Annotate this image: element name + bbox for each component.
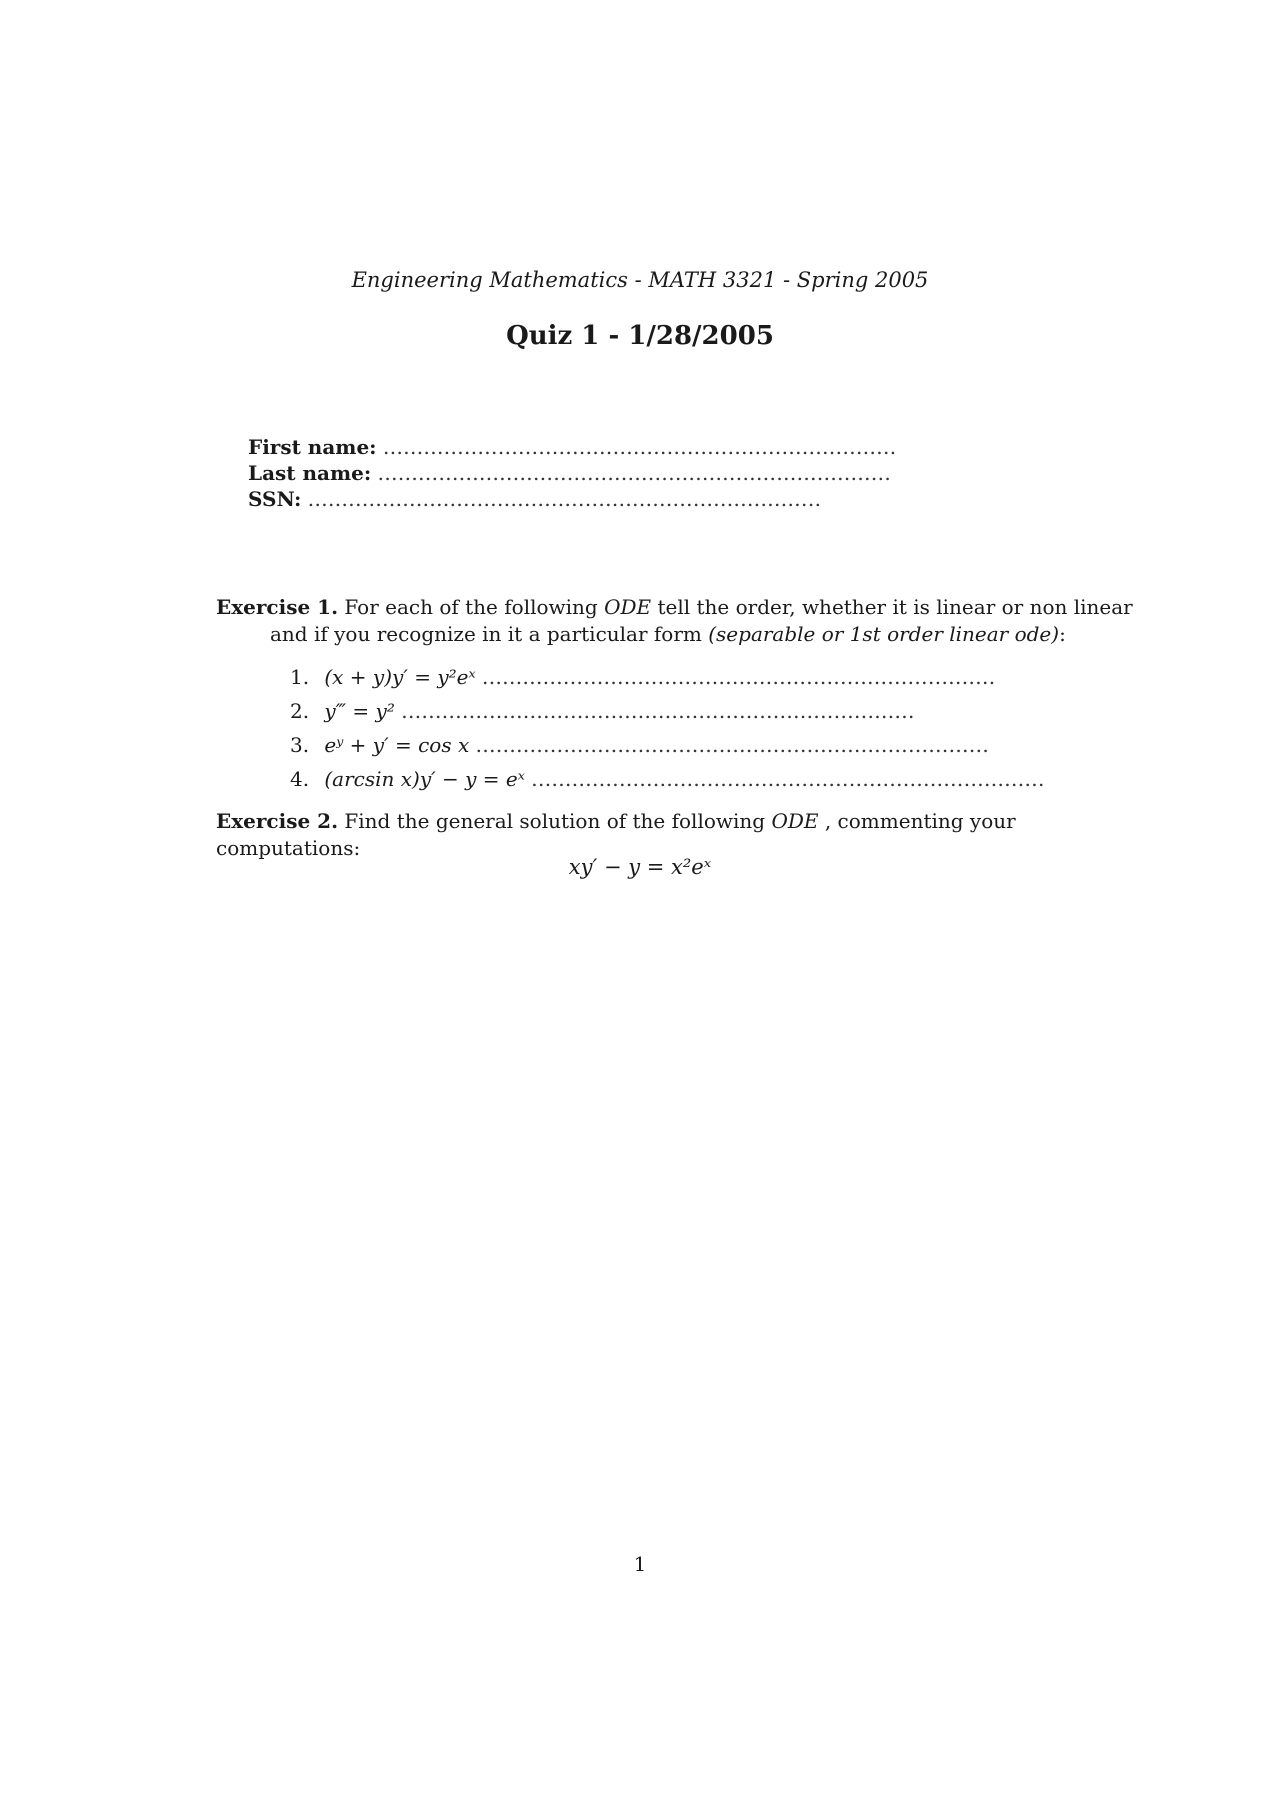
ode-item-equation: y‴ = y² [324, 699, 395, 723]
exercise-2-equation: xy′ − y = x²eˣ [568, 855, 712, 879]
ssn-dots: ............................................................................ [307, 487, 822, 511]
ode-item-3 [216, 728, 1136, 762]
exercise-1-prompt [216, 594, 1136, 648]
ssn-row [248, 486, 897, 512]
last-name-row [248, 460, 897, 486]
first-name-dots: ............................................................................ [382, 435, 897, 459]
ode-item-equation: (x + y)y′ = y²eˣ [324, 665, 476, 689]
last-name-label: Last name: [248, 461, 372, 485]
exercise-2-text-b: , commenting your computations: [216, 809, 1016, 860]
ode-item-number: 2. [290, 699, 310, 723]
exercise-1-heading: Exercise 1. [216, 595, 339, 619]
ode-item-number: 4. [290, 767, 310, 791]
ode-item-4 [216, 762, 1136, 796]
quiz-title: Quiz 1 - 1/28/2005 [506, 321, 774, 351]
answer-dots: ............................................................................ [531, 767, 1045, 791]
course-line: Engineering Mathematics - MATH 3321 - Spring 2005 [351, 268, 929, 292]
exercise-1-forms: (separable or 1st order linear ode) [708, 622, 1060, 646]
student-fields [248, 434, 897, 512]
exercise-2-text-a: Find the general solution of the following [344, 809, 766, 833]
first-name-row [248, 434, 897, 460]
exercise-1-ode: ODE [604, 595, 652, 619]
ode-item-1 [216, 660, 1136, 694]
exercise-2 [216, 808, 1136, 862]
exercise-2-heading: Exercise 2. [216, 809, 339, 833]
exercise-2-ode: ODE [771, 809, 819, 833]
exercise-1 [216, 594, 1136, 796]
answer-dots: ............................................................................ [401, 699, 915, 723]
ssn-label: SSN: [248, 487, 302, 511]
ode-item-equation: (arcsin x)y′ − y = eˣ [324, 767, 525, 791]
exercise-1-text-b: tell the order, whether it is linear or non linear and if you recognize in it a particular form [270, 595, 1133, 646]
answer-dots: ............................................................................ [475, 733, 990, 757]
ode-list [216, 660, 1136, 796]
ode-item-number: 1. [290, 665, 310, 689]
answer-dots: ............................................................................ [481, 665, 996, 689]
ode-item-equation: eʸ + y′ = cos x [324, 733, 470, 757]
exercise-1-text-end: : [1059, 622, 1066, 646]
page-number: 1 [633, 1552, 647, 1576]
ode-item-number: 3. [290, 733, 310, 757]
first-name-label: First name: [248, 435, 377, 459]
exercise-1-text-a: For each of the following [344, 595, 598, 619]
last-name-dots: ............................................................................ [377, 461, 892, 485]
ode-item-2 [216, 694, 1136, 728]
